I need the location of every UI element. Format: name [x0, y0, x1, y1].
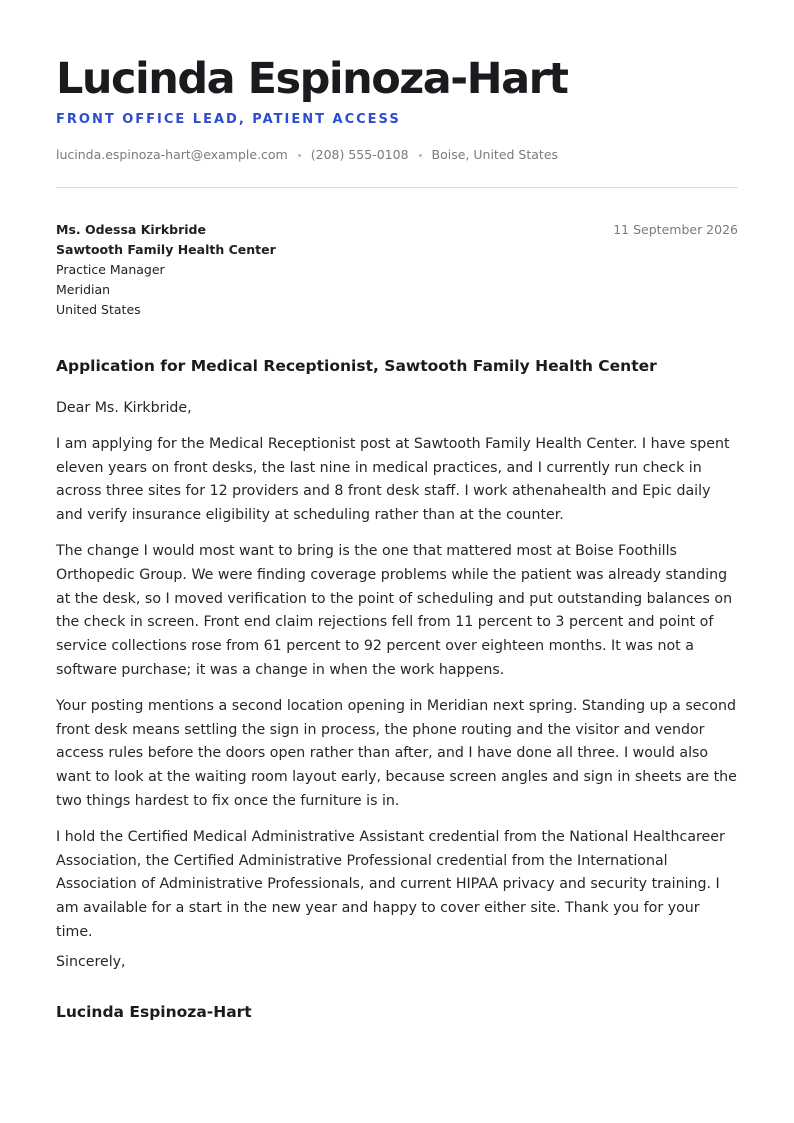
applicant-role: FRONT OFFICE LEAD, PATIENT ACCESS [56, 112, 401, 127]
separator-dot-icon [298, 154, 301, 157]
letter-date: 11 September 2026 [613, 222, 738, 237]
salutation: Dear Ms. Kirkbride, [56, 400, 192, 416]
contact-location: Boise, United States [431, 147, 559, 162]
body-paragraph: I hold the Certified Medical Administrative Assistant credential from the National Healthcareer Association, the Certified Administrative Professional credential from the International Association of Administrative Professionals, and current HIPAA privacy and security training. I am available for a start in the new year and happy to cover either site. Thank you for your time. [56, 828, 725, 940]
recipient-title: Practice Manager [56, 262, 165, 277]
contact-email: lucinda.espinoza-hart@example.com [56, 147, 288, 162]
separator-dot-icon [419, 154, 422, 157]
contact-line [56, 147, 558, 163]
recipient-city: Meridian [56, 282, 111, 297]
recipient-organization: Sawtooth Family Health Center [56, 242, 276, 257]
signature-name: Lucinda Espinoza-Hart [56, 1003, 252, 1021]
body-paragraph: I am applying for the Medical Receptionist post at Sawtooth Family Health Center. I have spent eleven years on front desks, the last nine in medical practices, and I currently run check in across three sites for 12 providers and 8 front desk staff. I work athenahealth and Epic daily and verify insurance eligibility at scheduling rather than at the counter. [56, 435, 730, 524]
contact-phone: (208) 555-0108 [310, 147, 409, 162]
header-divider [56, 187, 738, 188]
recipient-name: Ms. Odessa Kirkbride [56, 222, 206, 237]
recipient-country: United States [56, 302, 141, 317]
closing: Sincerely, [56, 954, 126, 970]
recipient-block [56, 220, 276, 320]
body-paragraph: The change I would most want to bring is the one that mattered most at Boise Foothills Orthopedic Group. We were finding coverage problems while the patient was already standing at the desk, so I moved verification to the point of scheduling and put outstanding balances on the check in screen. Front end claim rejections fell from 11 percent to 3 percent and point of service collections rose from 61 percent to 92 percent over eighteen months. It was not a software purchase; it was a change in when the work happens. [56, 542, 733, 678]
letter-body [56, 397, 738, 957]
applicant-name: Lucinda Espinoza-Hart [56, 54, 568, 104]
body-paragraph: Your posting mentions a second location opening in Meridian next spring. Standing up a second front desk means settling the sign in process, the phone routing and the visitor and vendor access rules before the doors open rather than after, and I have done all three. I would also want to look at the waiting room layout early, because screen angles and sign in sheets are the two things hardest to fix once the furniture is in. [56, 697, 737, 809]
letter-subject: Application for Medical Receptionist, Sawtooth Family Health Center [56, 357, 657, 375]
